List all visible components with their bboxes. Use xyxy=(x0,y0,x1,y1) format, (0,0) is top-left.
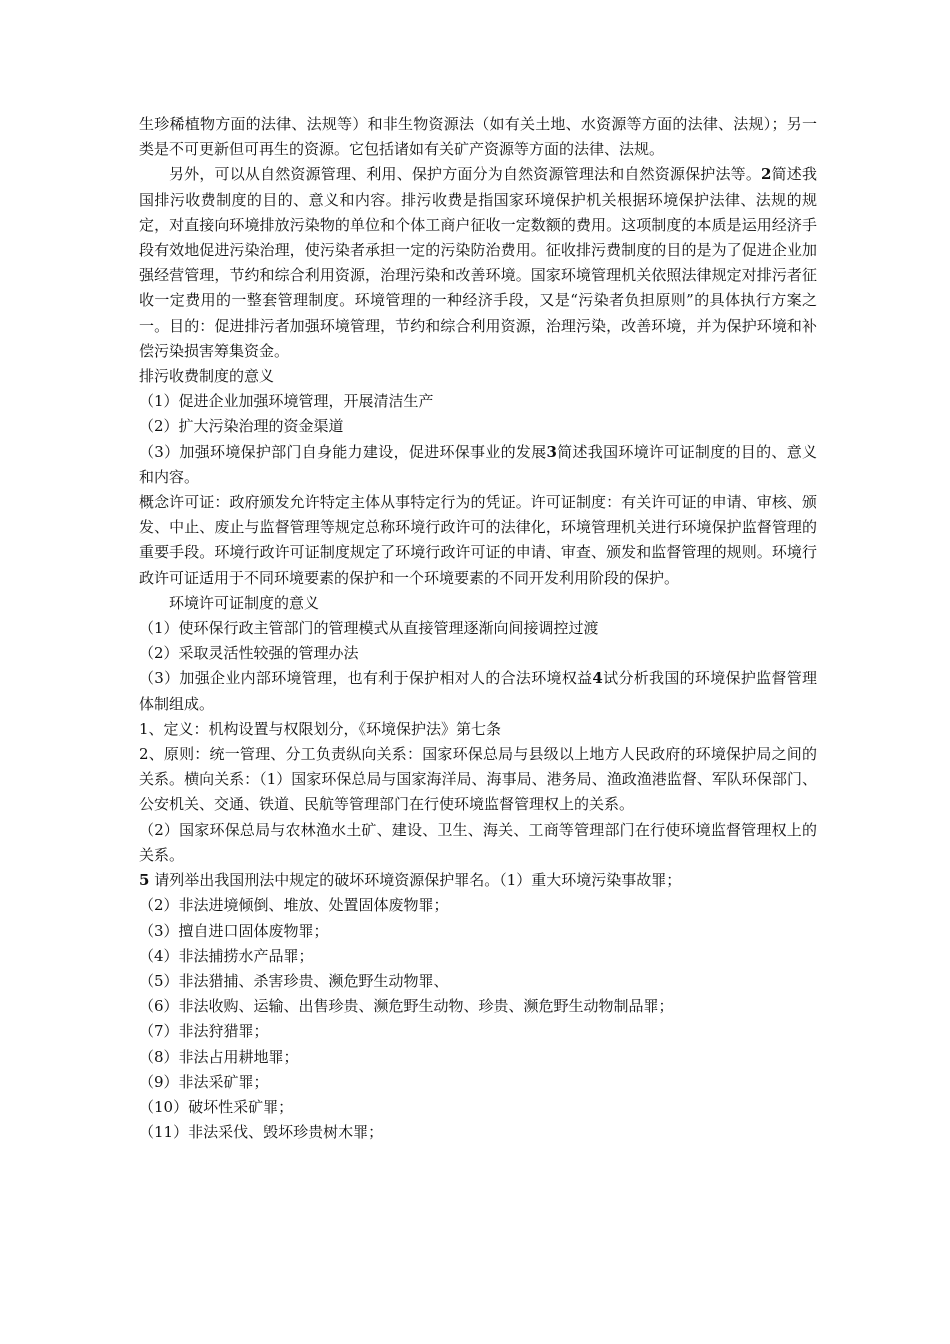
question-number: 5 xyxy=(139,871,150,890)
text-run: （11）非法采伐、毁坏珍贵树木罪； xyxy=(139,1123,384,1142)
text-run: （3）加强环境保护部门自身能力建设，促进环保事业的发展 xyxy=(139,442,547,461)
text-run: 概念许可证：政府颁发允许特定主体从事特定行为的凭证。许可证制度：有关许可证的申请、审核、颁发、中止、废止与监督管理等规定总称环境行政许可的法律化，环境管理机关进行环境保护监督管理的重要手段。环境行政许可证制度规定了环境行政许可证的申请、审查、颁发和监督管理的规则。环境行政许可证适用于不同环境要素的保护和一个环境要素的不同开发利用阶段的保护。 xyxy=(139,493,817,587)
text-run: （2）采取灵活性较强的管理办法 xyxy=(139,644,359,663)
text-run: （3）加强企业内部环境管理，也有利于保护相对人的合法环境权益 xyxy=(139,669,593,688)
paragraph xyxy=(139,641,817,666)
paragraph xyxy=(139,1120,817,1145)
paragraph xyxy=(139,868,817,893)
text-run: （8）非法占用耕地罪； xyxy=(139,1047,299,1066)
paragraph xyxy=(139,389,817,414)
paragraph xyxy=(139,717,817,742)
paragraph xyxy=(139,591,817,616)
text-run: 1、定义：机构设置与权限划分，《环境保护法》第七条 xyxy=(139,719,502,738)
text-run: 环境许可证制度的意义 xyxy=(169,593,320,612)
text-run: （9）非法采矿罪； xyxy=(139,1072,269,1091)
paragraph xyxy=(139,1070,817,1095)
paragraph xyxy=(139,919,817,944)
question-number: 4 xyxy=(592,669,603,688)
paragraph xyxy=(139,969,817,994)
text-run: 2、原则：统一管理、分工负责纵向关系：国家环保总局与县级以上地方人民政府的环境保护局之间的关系。横向关系：（1）国家环保总局与国家海洋局、海事局、港务局、渔政渔港监督、军队环保部门、公安机关、交通、铁道、民航等管理部门在行使环境监督管理权上的关系。 xyxy=(139,745,817,814)
paragraph xyxy=(139,414,817,439)
text-run: （3）擅自进口固体废物罪； xyxy=(139,921,329,940)
paragraph xyxy=(139,742,817,818)
text-run: 简述我国环境许可证制度的目的、意义和内容。 xyxy=(139,442,817,486)
text-run: 另外，可以从自然资源管理、利用、保护方面分为自然资源管理法和自然资源保护法等。 xyxy=(169,165,761,184)
paragraph xyxy=(139,1095,817,1120)
text-run: 排污收费制度的意义 xyxy=(139,367,275,386)
text-run: （6）非法收购、运输、出售珍贵、濒危野生动物、珍贵、濒危野生动物制品罪； xyxy=(139,997,674,1016)
paragraph xyxy=(139,162,817,364)
paragraph xyxy=(139,666,817,716)
paragraph xyxy=(139,1019,817,1044)
text-run: （2）扩大污染治理的资金渠道 xyxy=(139,417,344,436)
paragraph xyxy=(139,364,817,389)
text-run: （1）促进企业加强环境管理，开展清洁生产 xyxy=(139,392,434,411)
paragraph xyxy=(139,944,817,969)
text-run: （2）国家环保总局与农林渔水土矿、建设、卫生、海关、工商等管理部门在行使环境监督管理权上的关系。 xyxy=(139,820,817,864)
paragraph xyxy=(139,818,817,868)
paragraph xyxy=(139,112,817,162)
text-run: 试分析我国的环境保护监督管理体制组成。 xyxy=(139,669,817,713)
text-run: （4）非法捕捞水产品罪； xyxy=(139,946,314,965)
text-run: 简述我国排污收费制度的目的、意义和内容。排污收费是指国家环境保护机关根据环境保护法律、法规的规定，对直接向环境排放污染物的单位和个体工商户征收一定数额的费用。这项制度的本质是运用经济手段有效地促进污染治理，使污染者承担一定的污染防治费用。征收排污费制度的目的是为了促进企业加强经营管理，节约和综合利用资源，治理污染和改善环境。国家环境管理机关依照法律规定对排污者征收一定费用的一整套管理制度。环境管理的一种经济手段，又是“污染者负担原则”的具体执行方案之一。目的：促进排污者加强环境管理，节约和综合利用资源，治理污染，改善环境，并为保护环境和补偿污染损害筹集资金。 xyxy=(139,165,817,360)
paragraph xyxy=(139,994,817,1019)
question-number: 3 xyxy=(546,442,557,461)
text-run: （2）非法进境倾倒、堆放、处置固体废物罪； xyxy=(139,896,449,915)
text-run: （1）使环保行政主管部门的管理模式从直接管理逐渐向间接调控过渡 xyxy=(139,619,599,638)
paragraph xyxy=(139,440,817,490)
paragraph xyxy=(139,490,817,591)
question-number: 2 xyxy=(761,165,772,184)
text-run: （7）非法狩猎罪； xyxy=(139,1022,269,1041)
text-run: （10）破坏性采矿罪； xyxy=(139,1097,294,1116)
text-run: 请列举出我国刑法中规定的破坏环境资源保护罪名。（1）重大环境污染事故罪； xyxy=(149,871,682,890)
text-run: 生珍稀植物方面的法律、法规等）和非生物资源法（如有关土地、水资源等方面的法律、法规）；另一类是不可更新但可再生的资源。它包括诸如有关矿产资源等方面的法律、法规。 xyxy=(139,115,817,159)
paragraph xyxy=(139,893,817,918)
paragraph xyxy=(139,1045,817,1070)
text-run: （5）非法猎捕、杀害珍贵、濒危野生动物罪、 xyxy=(139,971,449,990)
paragraph xyxy=(139,616,817,641)
document-body xyxy=(139,112,817,1145)
